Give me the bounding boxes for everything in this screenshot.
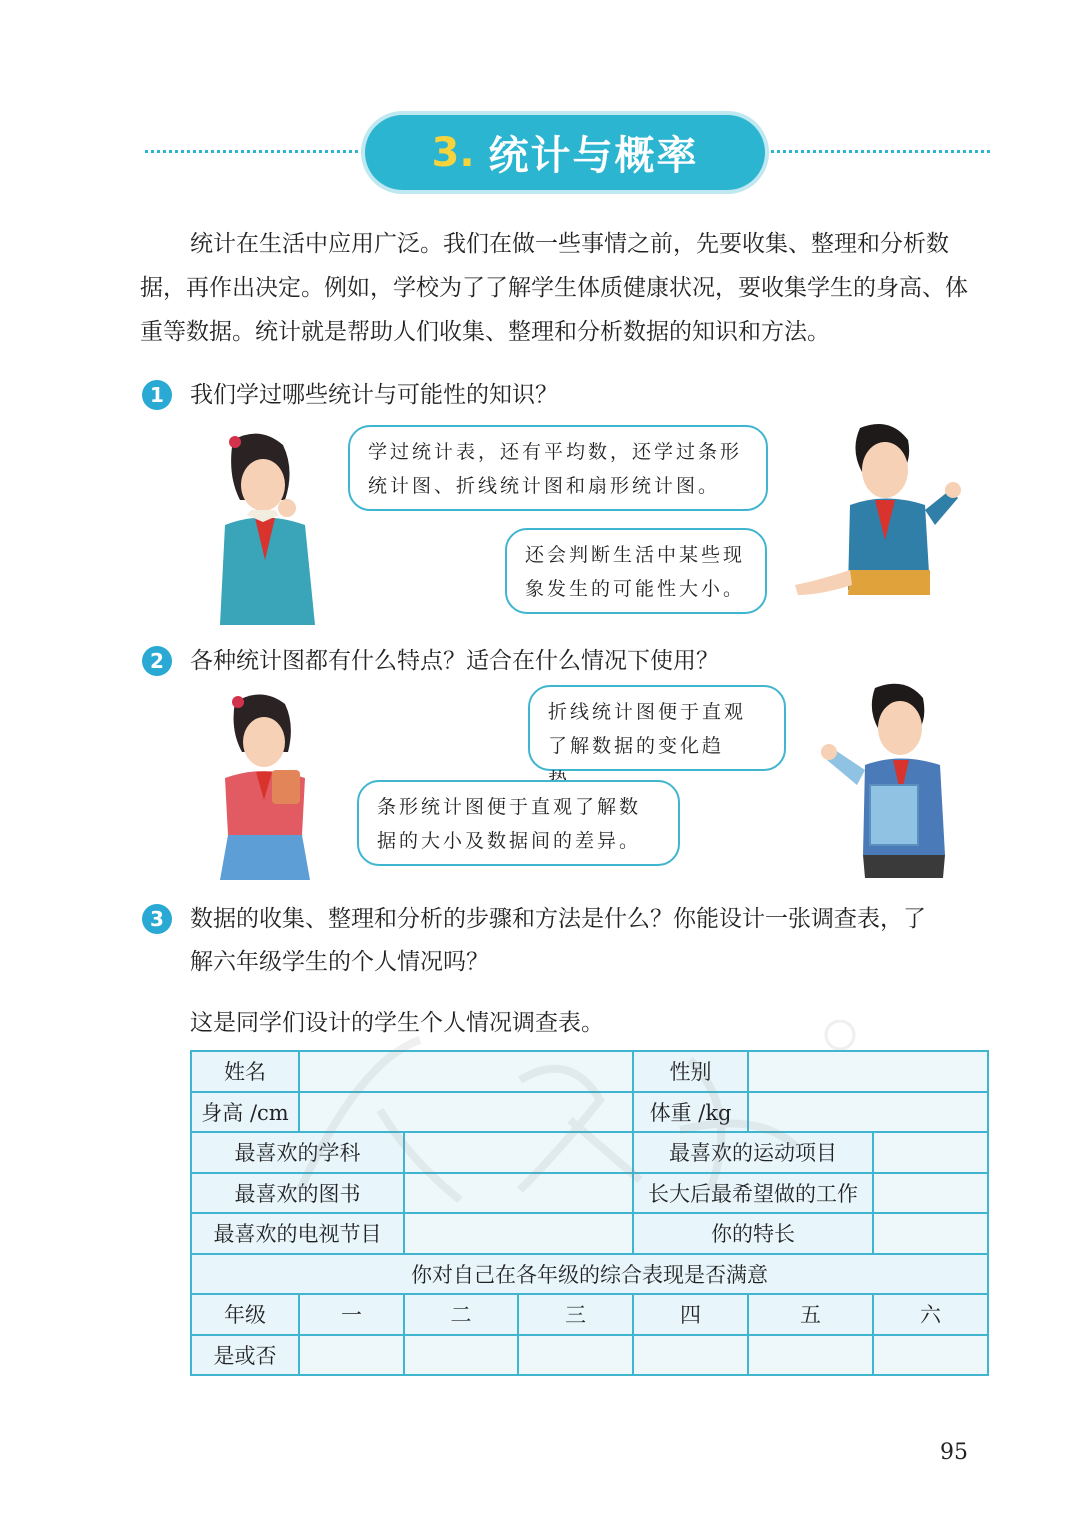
speech-bubble-q2-girl: 条形统计图便于直观了解数据的大小及数据间的差异。 — [357, 780, 680, 866]
grade-3-answer[interactable] — [518, 1335, 633, 1376]
question-3-badge: 3 — [142, 904, 172, 934]
table-row — [191, 1335, 988, 1376]
question-1-badge: 1 — [142, 380, 172, 410]
fav-sport-field[interactable] — [873, 1132, 988, 1173]
grade-2-answer[interactable] — [404, 1335, 518, 1376]
satisfaction-header: 你对自己在各年级的综合表现是否满意 — [191, 1254, 988, 1295]
speech-bubble-q1-girl: 学过统计表，还有平均数，还学过条形统计图、折线统计图和扇形统计图。 — [348, 425, 768, 511]
boy-figure-2 — [815, 680, 960, 880]
speech-bubble-q1-boy: 还会判断生活中某些现象发生的可能性大小。 — [505, 528, 767, 614]
table-caption: 这是同学们设计的学生个人情况调查表。 — [190, 1010, 604, 1036]
grade-1: 一 — [299, 1294, 404, 1335]
height-label: 身高 /cm — [191, 1092, 299, 1133]
page-number: 95 — [940, 1440, 968, 1465]
dream-job-field[interactable] — [873, 1173, 988, 1214]
gender-label: 性别 — [633, 1051, 748, 1092]
grade-5-answer[interactable] — [748, 1335, 873, 1376]
question-2-badge: 2 — [142, 646, 172, 676]
grade-4: 四 — [633, 1294, 748, 1335]
talent-label: 你的特长 — [633, 1213, 873, 1254]
grade-2: 二 — [404, 1294, 518, 1335]
title-dots-left — [145, 150, 370, 153]
grade-label: 年级 — [191, 1294, 299, 1335]
intro-paragraph: 统计在生活中应用广泛。我们在做一些事情之前，先要收集、整理和分析数据，再作出决定。例如，学校为了了解学生体质健康状况，要收集学生的身高、体重等数据。统计就是帮助人们收集、整理和分析数据的知识和方法。 — [140, 231, 968, 345]
grade-6: 六 — [873, 1294, 988, 1335]
grade-3: 三 — [518, 1294, 633, 1335]
grade-5: 五 — [748, 1294, 873, 1335]
question-3-text-line2: 解六年级学生的个人情况吗？ — [190, 949, 489, 975]
name-label: 姓名 — [191, 1051, 299, 1092]
boy-figure-1 — [790, 420, 970, 620]
fav-tv-label: 最喜欢的电视节目 — [191, 1213, 404, 1254]
fav-subject-label: 最喜欢的学科 — [191, 1132, 404, 1173]
question-3-text-line1: 数据的收集、整理和分析的步骤和方法是什么？你能设计一张调查表，了 — [190, 906, 926, 932]
grade-4-answer[interactable] — [633, 1335, 748, 1376]
grade-1-answer[interactable] — [299, 1335, 404, 1376]
weight-label: 体重 /kg — [633, 1092, 748, 1133]
publisher-watermark — [240, 1020, 860, 1220]
section-title — [365, 115, 765, 190]
table-row — [191, 1294, 988, 1335]
girl-figure-1 — [205, 430, 325, 625]
fav-sport-label: 最喜欢的运动项目 — [633, 1132, 873, 1173]
talent-field[interactable] — [873, 1213, 988, 1254]
title-dots-right — [765, 150, 990, 153]
grade-6-answer[interactable] — [873, 1335, 988, 1376]
table-row — [191, 1254, 988, 1295]
dream-job-label: 长大后最希望做的工作 — [633, 1173, 873, 1214]
question-2-text: 各种统计图都有什么特点？适合在什么情况下使用？ — [190, 648, 719, 674]
speech-bubble-q2-boy: 折线统计图便于直观了解数据的变化趋 — [528, 685, 786, 771]
section-title-text: 统计与概率 — [488, 133, 699, 179]
section-number: 3. — [431, 129, 475, 176]
girl-figure-2 — [210, 690, 320, 885]
question-1-text: 我们学过哪些统计与可能性的知识？ — [190, 382, 558, 408]
yes-no-label: 是或否 — [191, 1335, 299, 1376]
fav-book-label: 最喜欢的图书 — [191, 1173, 404, 1214]
